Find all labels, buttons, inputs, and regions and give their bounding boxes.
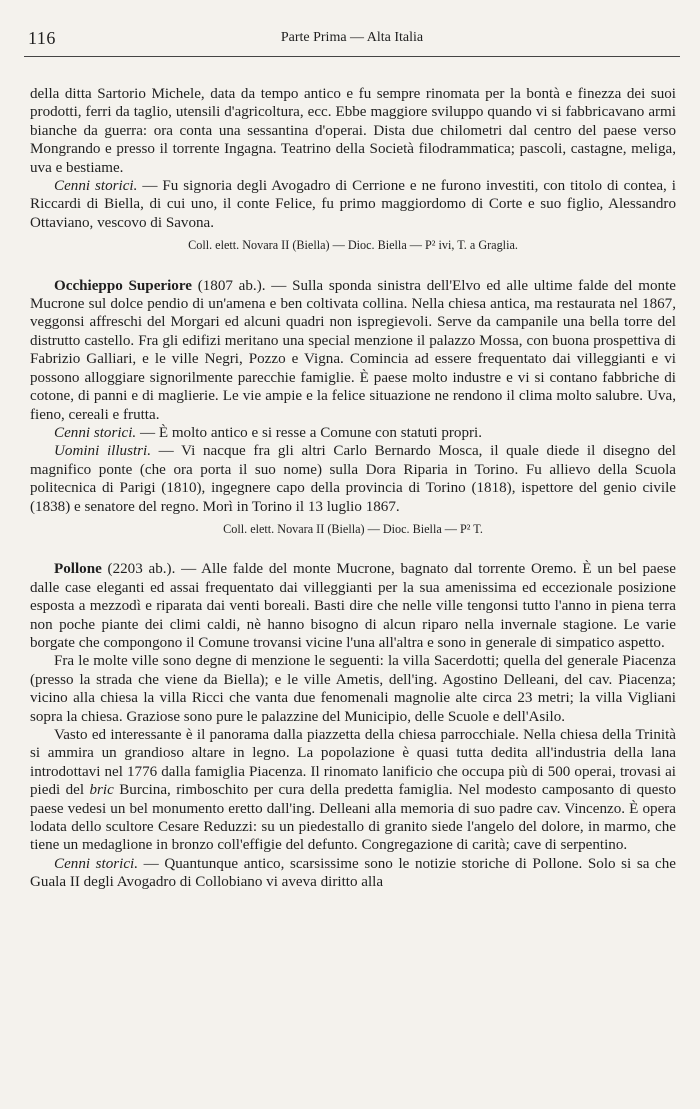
bric-word: bric [89, 782, 114, 799]
pollone-ville-paragraph: Fra le molte ville sono degne di menzione le seguenti: la villa Sacerdotti; quella del generale Piacenza (presso la strada che viene da Biella); e le ville Ametis, dell'ing. Agostino Delleani, del cav. Piacenza; vicino alla chiesa la villa Ricci che vanta due fenomenali magnolie alte circa 23 metri; la villa Vigliani sopra la chiesa. Graziose sono pure le palazzine del Municipio, delle Scuole e dell'Asilo. [30, 653, 676, 725]
entry-text: (2203 ab.). — Alle falde del monte Mucrone, bagnato dal torrente Oremo. È un bel paese dalle case eleganti ed assai frequentato dai villeggianti per la sua amenissima ed eccezionale posizione esposta a mezzodì e riparata dai venti boreali. Basti dire che nelle ville tengonsi tutto l'anno in piena terra non poche piante dei climi caldi, nè hanno bisogno di alcun riparo nella invernale stagione. Le varie borgate che compongono il Comune trovansi vicine l'una all'altra e sono in generale di simpatico aspetto. [30, 561, 676, 651]
paragraph-text: Vasto ed interessante è il panorama dalla piazzetta della chiesa parrocchiale. Nella chiesa della Trinità si ammira un grandioso altare in legno. La popolazione è quasi tutta dedita all'industria della lana introdottavi nel 1776 dalla famiglia Piacenza. Il rinomato lanificio che occupa più di 500 operai, trovasi ai piedi del [30, 727, 676, 799]
page-header [24, 0, 680, 57]
pollone-cenni-storici [30, 855, 676, 892]
uomini-illustri-label: Uomini illustri. [54, 443, 151, 460]
uomini-illustri-text: — Vi nacque fra gli altri Carlo Bernardo Mosca, il quale diede il disegno del magnifico ponte (che ora porta il suo nome) sulla Dora Riparia in Torino. Fu allievo della Scuola politecnica di Parigi (1810), ingegnere capo della provincia di Torino (1818), ispettore del genio civile (1838) e senatore del regno. Morì in Torino il 13 luglio 1867. [30, 443, 677, 515]
entry-pollone [30, 560, 676, 652]
entry-title: Pollone [54, 561, 102, 578]
intro-cenni-storici [30, 177, 676, 232]
page-number: 116 [28, 28, 56, 48]
occhieppo-uomini-illustri [30, 442, 676, 516]
intro-paragraph: della ditta Sartorio Michele, data da tempo antico e fu sempre rinomata per la bontà e finezza dei suoi prodotti, ferri da taglio, utensili d'agricoltura, ecc. Ebbe maggiore sviluppo quando vi si fabbricavano armi bianche da guerra: ora conta una sessantina d'operai. Dista due chilometri dal centro del paese verso Mongrando e presso il torrente Ingagna. Teatrino della Società filodrammatica; pascoli, castagne, meliga, uva e bestiame. [30, 86, 676, 176]
paragraph-text: Burcina, rimboschito per cura della predetta famiglia. Nel modesto camposanto di questo paese vedesi un bel monumento eretto dall'ing. Delleani alla memoria di suo padre cav. Vincenzo. È opera lodata dello scultore Cesare Reduzzi: su un piedestallo di granito siede l'angelo del dolore, in marmo, che tiene un medaglione in bronzo coll'effigie del defunto. Congregazione di carità; cave di serpentino. [30, 782, 677, 854]
entry-occhieppo-superiore [30, 277, 676, 424]
pollone-panorama-paragraph [30, 726, 676, 855]
cenni-storici-text: — Quantunque antico, scarsissime sono le notizie storiche di Pollone. Solo si sa che Guala II degli Avogadro di Collobiano vi aveva diritto alla [30, 855, 676, 891]
collegio-line: Coll. elett. Novara II (Biella) — Dioc. Biella — P² T. [223, 521, 483, 536]
entry-title: Occhieppo Superiore [54, 277, 192, 294]
cenni-storici-label: Cenni storici. [54, 424, 137, 441]
cenni-storici-label: Cenni storici. [54, 855, 139, 872]
cenni-storici-text: — È molto antico e si resse a Comune con statuti propri. [136, 424, 483, 441]
cenni-storici-text: — Fu signoria degli Avogadro di Cerrione e ne furono investiti, con titolo di contea, i Riccardi di Biella, di cui uno, il conte Felice, fu primo maggiordomo di Corte e suo figlio, Alessandro Ottaviano, vescovo di Savona. [30, 178, 676, 231]
cenni-storici-label: Cenni storici. [54, 178, 138, 195]
collegio-line: Coll. elett. Novara II (Biella) — Dioc. Biella — P² ivi, T. a Graglia. [188, 238, 518, 253]
page-body [30, 57, 676, 892]
occhieppo-cenni-storici [30, 424, 676, 442]
running-title: Parte Prima — Alta Italia [280, 30, 424, 45]
entry-text: (1807 ab.). — Sulla sponda sinistra dell'Elvo ed alle ultime falde del monte Mucrone sul dolce pendio di un'amena e ben coltivata collina. Nella chiesa antica, ma restaurata nel 1867, veggonsi affreschi del Morgari ed alcuni quadri non ispregievoli. Serve da campanile una bella torre del distrutto castello. Fra gli edifizi meritano una special menzione il palazzo Mossa, con buona prospettiva di Fabrizio Galliari, e le ville Negri, Pozzo e Vigna. Comincia ad essere frequentato dai villeggianti e vi possono alloggiare signorilmente parecchie famiglie. È paese molto industre e vi si contano fabbriche di cotone, di panni e di maglierie. Le vie ampie e la felice situazione ne rendono il clima molto salubre. Uva, fieno, cereali e frutta. [30, 277, 676, 423]
